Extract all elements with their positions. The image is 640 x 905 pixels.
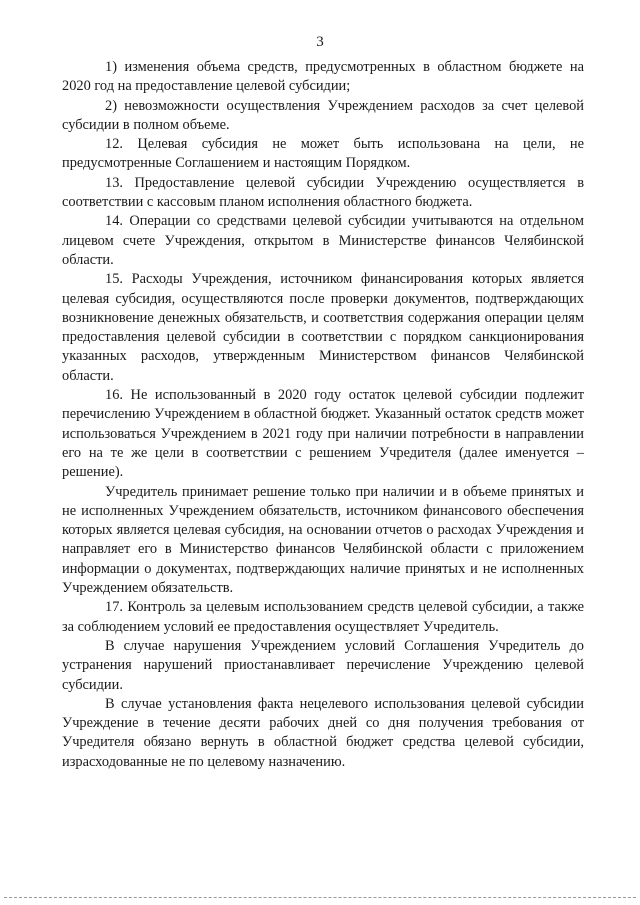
paragraph-16: 16. Не использованный в 2020 году остаток целевой субсидии подлежит перечислению Учреждением в областной бюджет. Указанный остаток средств может использоваться Учреждением в 2021 году при наличии потребности в направлении его на те же цели в соответствии с решением Учредителя (далее именуется – решение). — [62, 387, 584, 481]
document-body — [62, 58, 584, 772]
paragraph-item-1-change: 1) изменения объема средств, предусмотренных в областном бюджете на 2020 год на предоставление целевой субсидии; — [62, 59, 584, 95]
paragraph-item-2-impossibility: 2) невозможности осуществления Учреждением расходов за счет целевой субсидии в полном объеме. — [62, 97, 584, 133]
paragraph-15: 15. Расходы Учреждения, источником финансирования которых является целевая субсидия, осуществляются после проверки документов, подтверждающих возникновение денежных обязательств, и соответствия содержания операции целям предоставления целевой субсидии в соответствии с порядком санкционирования указанных расходов, утвержденным Министерством финансов Челябинской области. — [62, 271, 584, 384]
paragraph-founder-decision: Учредитель принимает решение только при наличии и в объеме принятых и не исполненных Учреждением обязательств, источником финансового обеспечения которых является целевая субсидия, на основании отчетов о расходах Учреждения и направляет его в Министерство финансов Челябинской области с приложением информации о документах, подтверждающих наличие принятых и не исполненных Учреждением обязательств. — [62, 483, 584, 597]
paragraph-13: 13. Предоставление целевой субсидии Учреждению осуществляется в соответствии с кассовым планом исполнения областного бюджета. — [62, 174, 584, 211]
paragraph-misuse-return: В случае установления факта нецелевого использования целевой субсидии Учреждение в течение десяти рабочих дней со дня получения требования от Учредителя обязано вернуть в областной бюджет средства целевой субсидии, израсходованные не по целевому назначению. — [62, 695, 584, 770]
paragraph-14: 14. Операции со средствами целевой субсидии учитываются на отдельном лицевом счете Учреждения, открытом в Министерстве финансов Челябинской области. — [62, 213, 584, 268]
page-number: 3 — [316, 34, 324, 50]
paragraph-17: 17. Контроль за целевым использованием средств целевой субсидии, а также за соблюдением условий ее предоставления осуществляет Учредитель. — [62, 599, 584, 635]
paragraph-violation: В случае нарушения Учреждением условий Соглашения Учредитель до устранения нарушений приостанавливает перечисление Учреждению целевой субсидии. — [62, 637, 584, 693]
footer-divider — [4, 897, 636, 898]
paragraph-12: 12. Целевая субсидия не может быть использована на цели, не предусмотренные Соглашением и настоящим Порядком. — [62, 136, 584, 172]
